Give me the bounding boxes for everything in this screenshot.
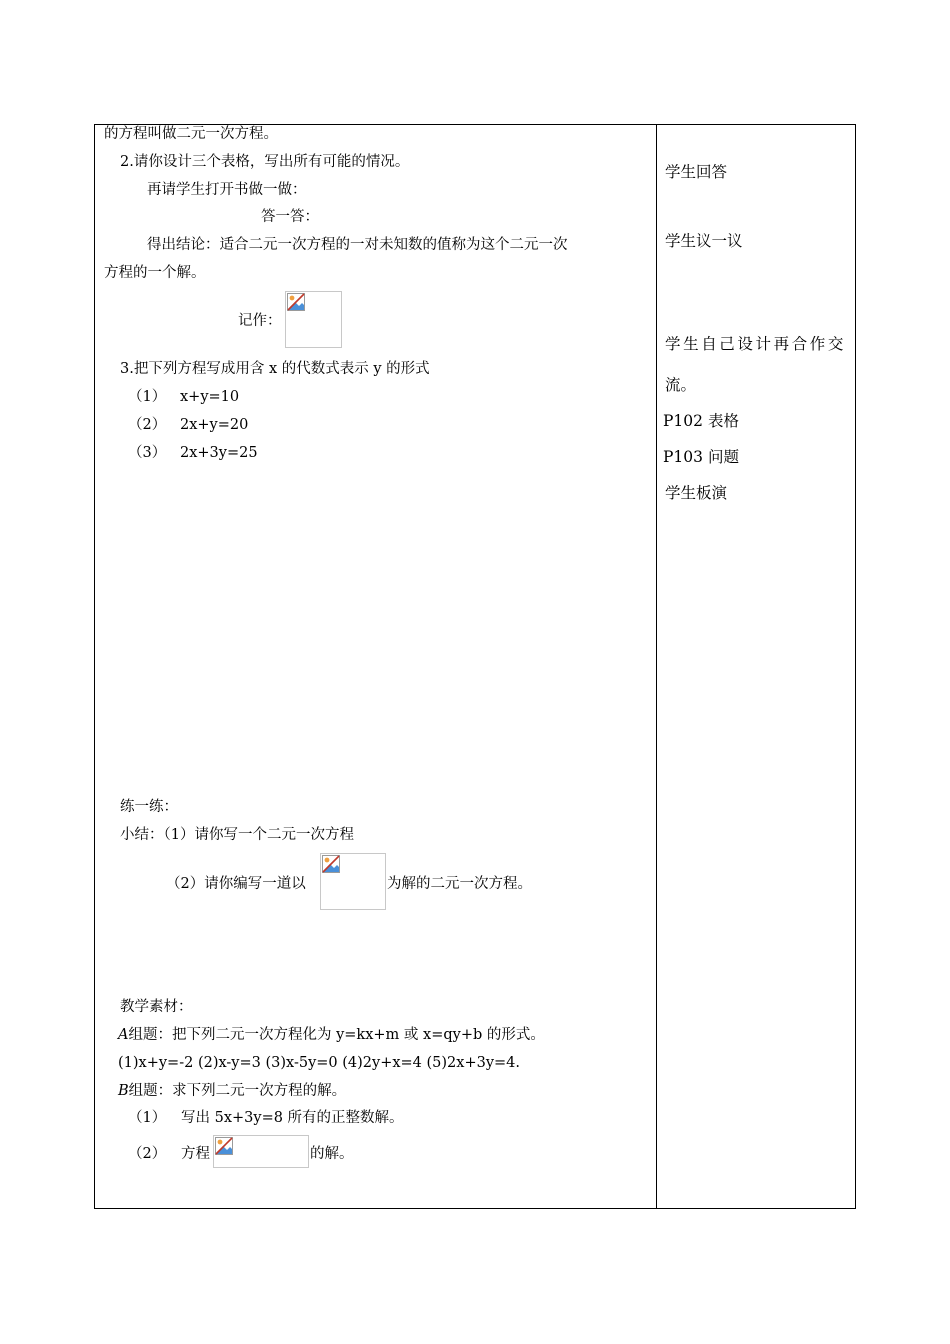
text-line: 再请学生打开书做一做： — [147, 182, 307, 198]
group-text: 组题：把下列二元一次方程化为 y=kx+m 或 x=qy+b 的形式。 — [128, 1027, 545, 1043]
equation-number: （3） — [128, 445, 167, 461]
note-line: 学生自己设计再合作交 — [665, 335, 847, 353]
text-line: 得出结论：适合二元一次方程的一对未知数的值称为这个二元一次 — [147, 237, 568, 253]
formula-image — [285, 291, 342, 348]
text-line — [118, 1081, 346, 1101]
equation-number: （2） — [128, 1146, 167, 1162]
text-line: 教学素材： — [120, 999, 193, 1015]
text-line: 方程的一个解。 — [104, 265, 206, 281]
broken-image-icon — [322, 855, 340, 873]
note-line: P103 问题 — [663, 448, 739, 466]
text-line: 练一练： — [120, 799, 178, 815]
text-line: 的方程叫做二元一次方程。 — [104, 126, 278, 142]
note-line: 学生议一议 — [665, 232, 743, 250]
text-line: 方程 — [181, 1146, 210, 1162]
text-line: 答一答： — [261, 209, 319, 225]
text-line: 记作： — [238, 313, 282, 329]
text-line: 小结：（1）请你写一个二元一次方程 — [120, 827, 354, 843]
equation: 2x+y=20 — [180, 417, 249, 433]
equation: 2x+3y=25 — [180, 445, 258, 461]
formula-image — [213, 1135, 309, 1168]
equation-number: （1） — [128, 389, 167, 405]
group-letter: A — [118, 1027, 129, 1043]
group-letter: B — [118, 1083, 129, 1099]
text-line: 3.把下列方程写成用含 x 的代数式表示 y 的形式 — [120, 361, 430, 377]
note-line: 学生板演 — [665, 484, 728, 502]
text-line: （2）请你编写一道以 — [166, 876, 306, 892]
column-divider — [656, 125, 657, 1208]
lesson-table — [94, 124, 856, 1209]
broken-image-icon — [215, 1137, 233, 1155]
text-line — [118, 1025, 545, 1045]
group-text: 组题：求下列二元一次方程的解。 — [128, 1083, 347, 1099]
equation-number: （2） — [128, 417, 167, 433]
text-line: 2.请你设计三个表格，写出所有可能的情况。 — [120, 154, 410, 170]
text-line: (1)x+y=-2 (2)x-y=3 (3)x-5y=0 (4)2y+x=4 (5)2x+3y=4. — [118, 1055, 520, 1071]
note-line: 学生回答 — [665, 163, 728, 181]
equation-number: （1） — [128, 1110, 167, 1126]
formula-image — [320, 853, 386, 910]
broken-image-icon — [287, 293, 305, 311]
equation: x+y=10 — [180, 389, 240, 405]
note-line: 流。 — [665, 376, 697, 394]
text-line: 的解。 — [310, 1146, 354, 1162]
text-line: 为解的二元一次方程。 — [387, 876, 532, 892]
text-line: 写出 5x+3y=8 所有的正整数解。 — [181, 1110, 404, 1126]
note-line: P102 表格 — [663, 412, 739, 430]
